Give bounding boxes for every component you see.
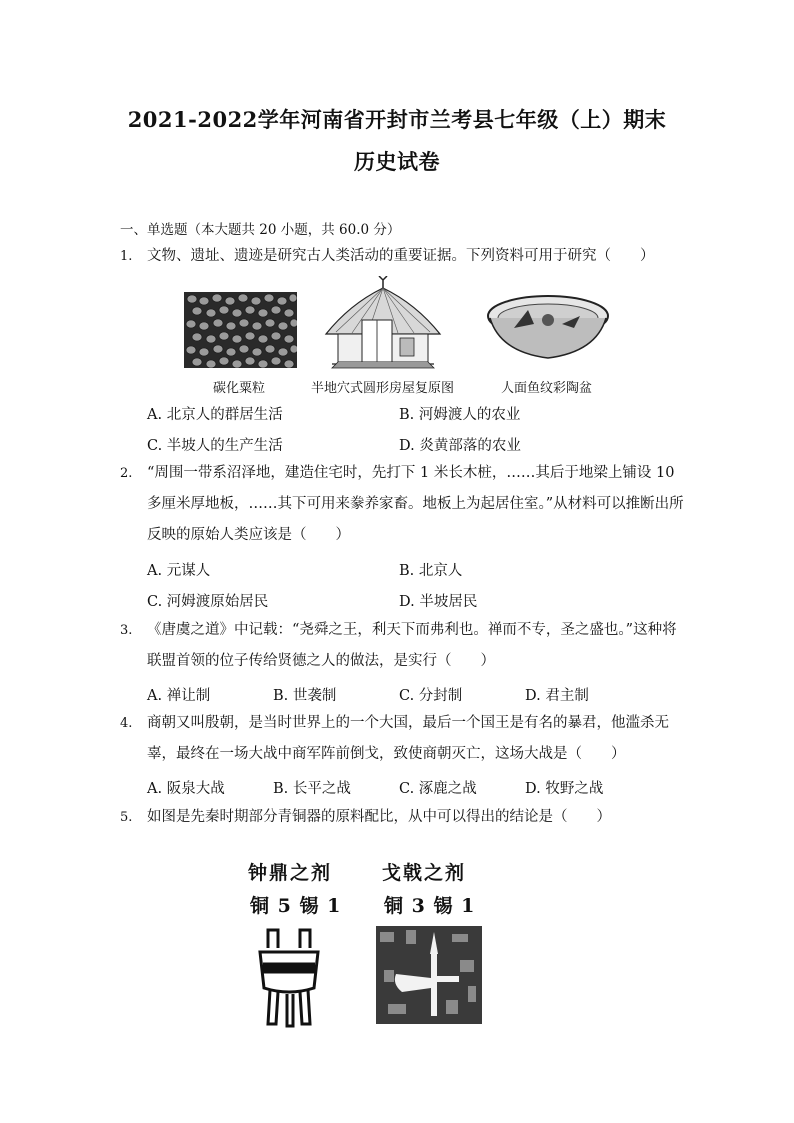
bronze-ding-vessel-image (254, 926, 324, 1030)
exam-title-line1: 2021-2022学年河南省开封市兰考县七年级（上）期末 (127, 107, 667, 132)
question-number: 3. (120, 623, 133, 638)
question-number: 5. (120, 810, 133, 825)
image-caption: 半地穴式圆形房屋复原图 (311, 381, 455, 396)
figure-label-bottom: 铜 3 锡 1 (384, 895, 476, 917)
option-b[interactable]: B. 世袭制 (273, 688, 337, 704)
option-d[interactable]: D. 炎黄部落的农业 (399, 438, 521, 454)
option-c[interactable]: C. 半坡人的生产生活 (147, 438, 283, 454)
option-a[interactable]: A. 禅让制 (147, 688, 211, 704)
question-text: 《唐虞之道》中记载：“尧舜之王，利天下而弗利也。禅而不专，圣之盛也。”这种将联盟首领的位子传给贤德之人的做法，是实行（ ） (147, 622, 677, 669)
question-text: 商朝又叫殷朝，是当时世界上的一个大国，最后一个国王是有名的暴君，他滥杀无辜，最终在一场大战中商军阵前倒戈，致使商朝灭亡，这场大战是（ ） (147, 715, 669, 762)
option-b[interactable]: B. 河姆渡人的农业 (399, 407, 521, 423)
bronze-halberd-image (376, 926, 482, 1024)
option-a[interactable]: A. 元谋人 (147, 563, 211, 579)
question-text: 文物、遗址、遗迹是研究古人类活动的重要证据。下列资料可用于研究（ ） (147, 248, 655, 264)
round-house-reconstruction-image (322, 276, 444, 371)
figure-label-top: 钟鼎之剂 (248, 862, 333, 884)
question-text: “周围一带系沼泽地，建造住宅时，先打下 1 米长木桩，……其后于地梁上铺设 10 多厘米厚地板，……其下可用来豢养家畜。地板上为起居住室。”从材料可以推断出所反映的原始人类应该是（ ） (147, 465, 684, 543)
option-c[interactable]: C. 分封制 (399, 688, 463, 704)
question-number: 1. (120, 249, 133, 264)
exam-title-line2: 历史试卷 (354, 149, 440, 174)
image-caption: 碳化粟粒 (213, 381, 266, 396)
image-caption: 人面鱼纹彩陶盆 (501, 381, 593, 396)
question-number: 4. (120, 716, 133, 731)
human-face-fish-pattern-basin-image (484, 292, 612, 362)
figure-label-bottom: 铜 5 锡 1 (250, 895, 342, 917)
option-a[interactable]: A. 阪泉大战 (147, 781, 225, 797)
question-text: 如图是先秦时期部分青铜器的原料配比，从中可以得出的结论是（ ） (147, 809, 611, 825)
figure-label-top: 戈戟之剂 (382, 862, 467, 884)
option-b[interactable]: B. 长平之战 (273, 781, 351, 797)
section-heading: 一、单选题（本大题共 20 小题，共 60.0 分） (120, 222, 401, 238)
option-a[interactable]: A. 北京人的群居生活 (147, 407, 283, 423)
option-d[interactable]: D. 半坡居民 (399, 594, 478, 610)
option-c[interactable]: C. 涿鹿之战 (399, 781, 477, 797)
carbonized-millet-image (184, 292, 297, 368)
option-d[interactable]: D. 君主制 (525, 688, 589, 704)
option-c[interactable]: C. 河姆渡原始居民 (147, 594, 269, 610)
question-number: 2. (120, 466, 133, 481)
option-b[interactable]: B. 北京人 (399, 563, 463, 579)
option-d[interactable]: D. 牧野之战 (525, 781, 604, 797)
